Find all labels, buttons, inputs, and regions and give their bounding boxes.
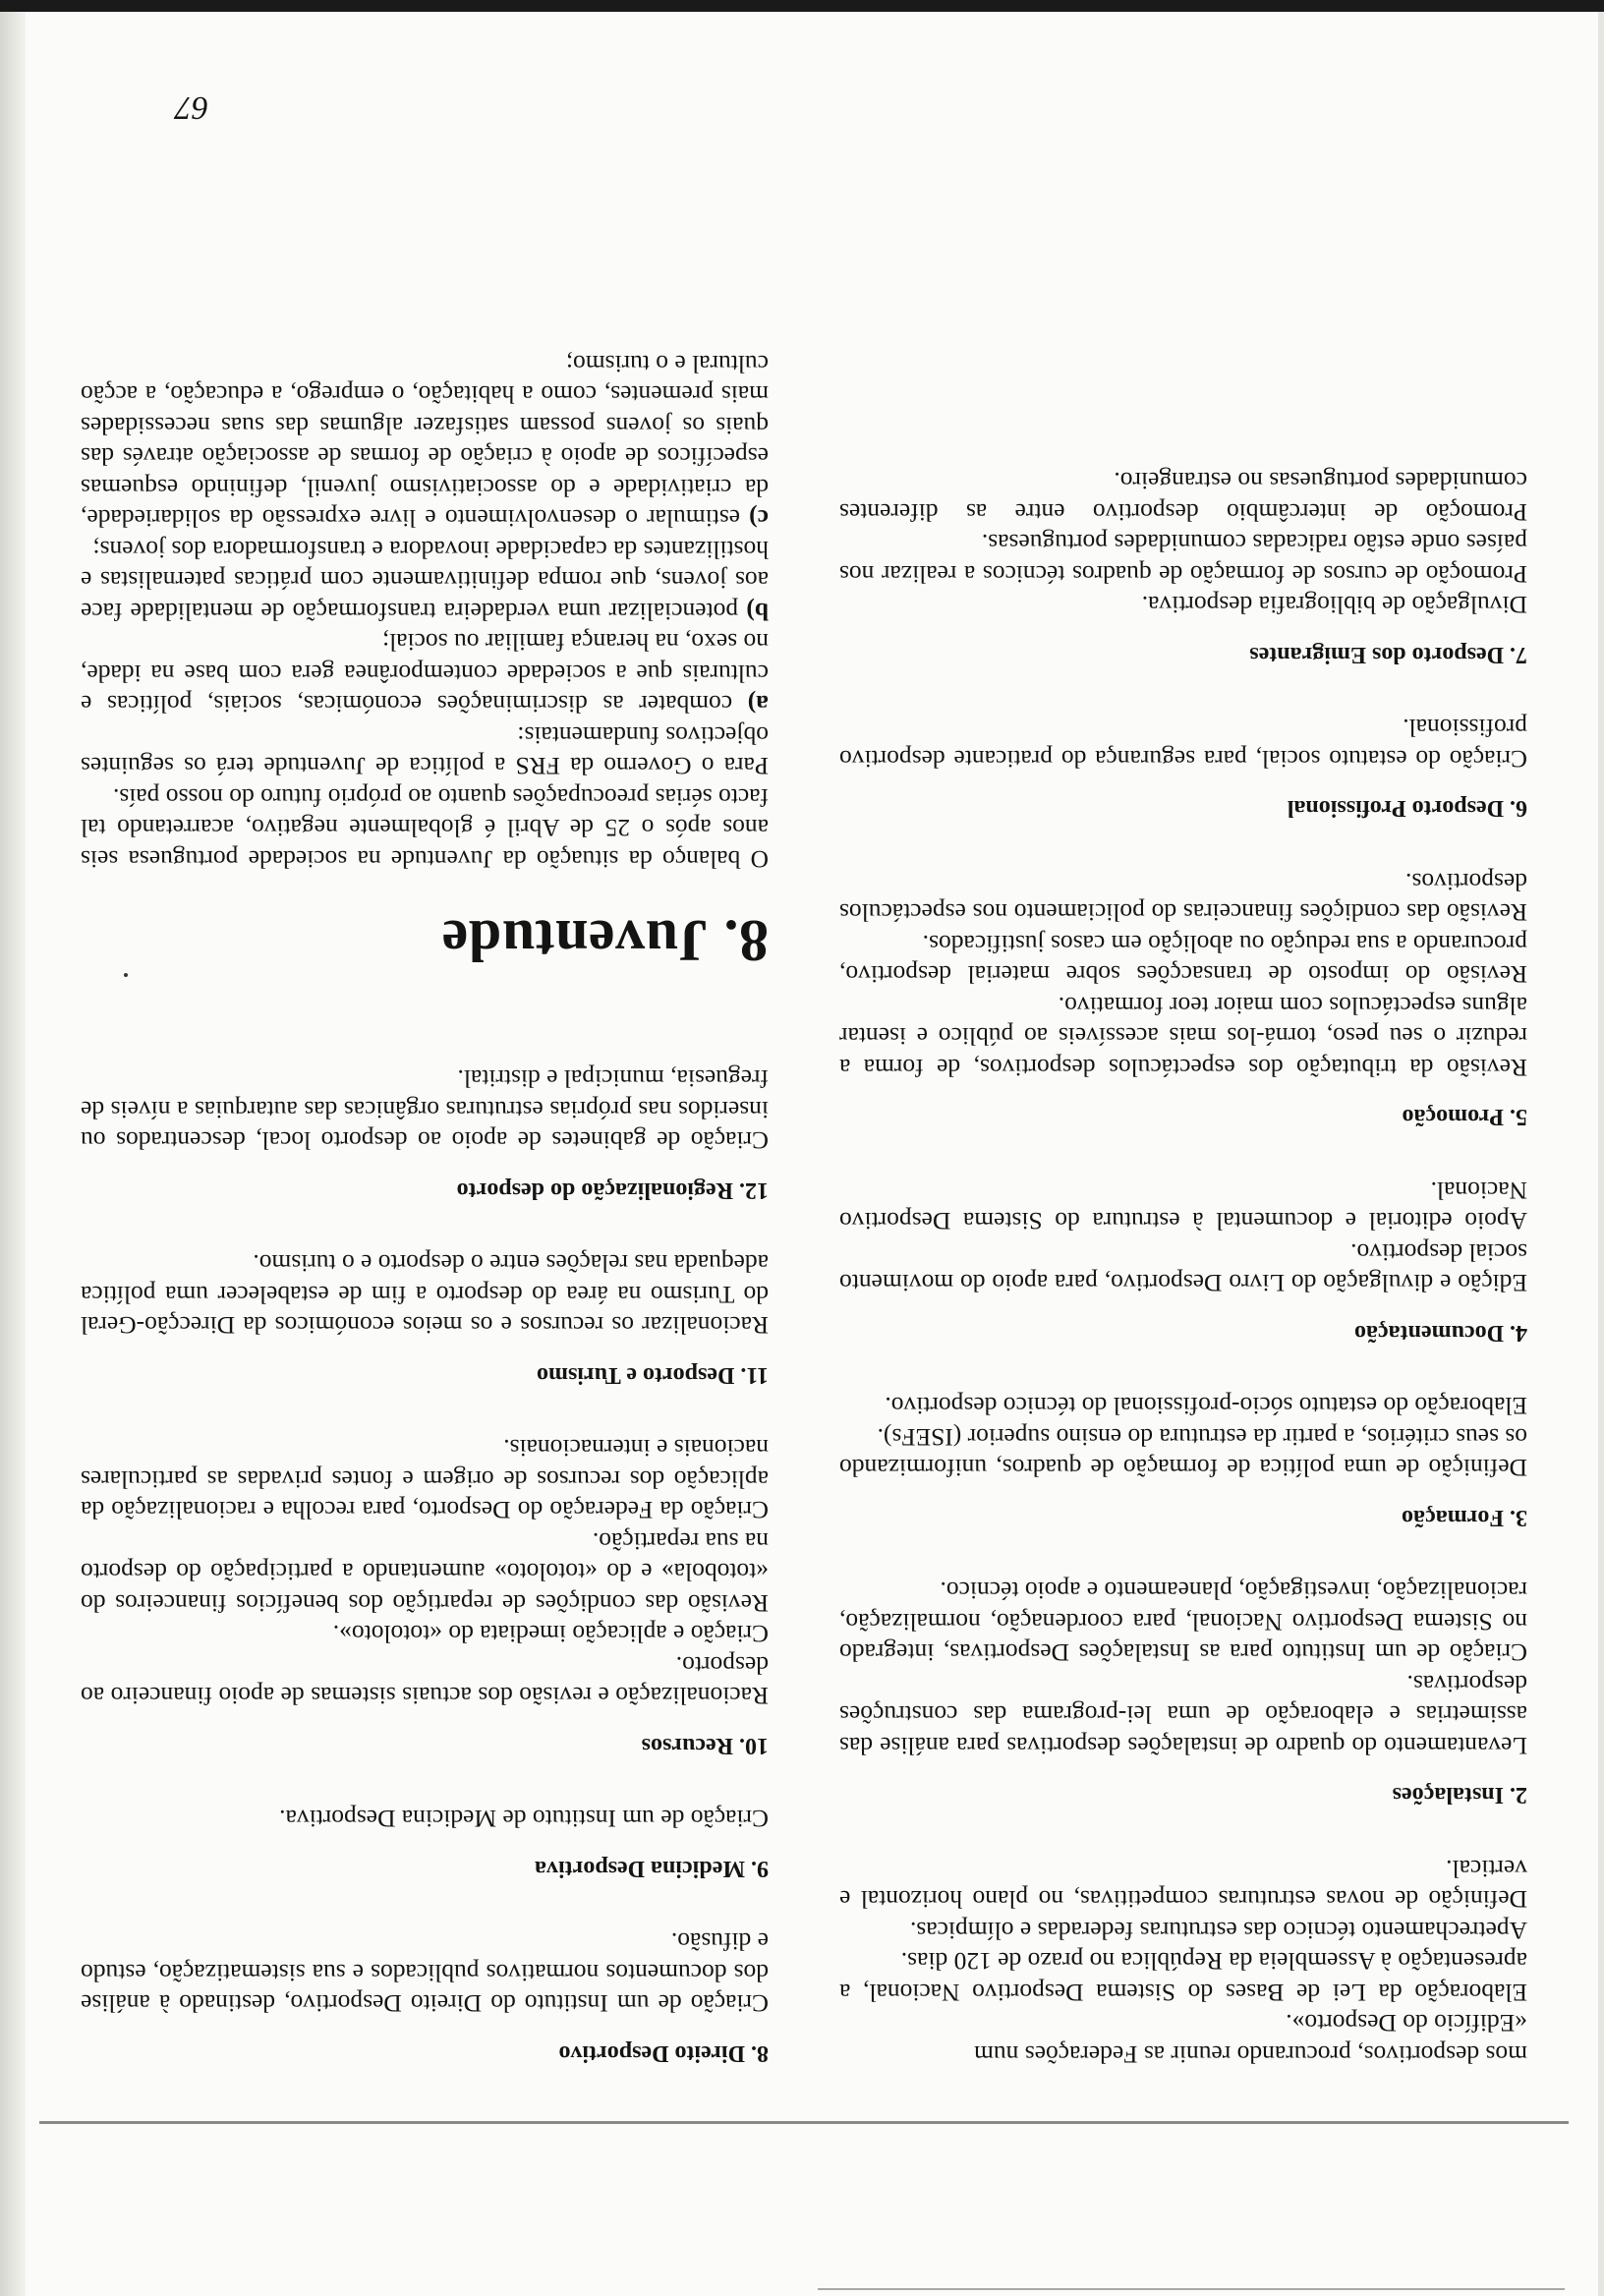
body-paragraph: Para o Governo da FRS a política de Juventude terá os seguintes objectivos fundamentais: xyxy=(81,721,769,781)
chapter-heading: 8. Juventude xyxy=(441,908,769,973)
objective-text: potencializar uma verdadeira transformação de mentalidade face aos jovens, que rompa definitivamente com práticas paternalistas e hostilizantes da capacidade inovadora e transformadora dos jovens; xyxy=(81,536,769,626)
section-item: Elaboração do estatuto sócio-profissional do técnico desportivo. xyxy=(885,1392,1527,1421)
section-item: Criação do estatuto social, para segurança do praticante desportivo profissional. xyxy=(839,714,1527,774)
objective-item xyxy=(81,627,769,720)
section-item: Divulgação de bibliografia desportiva. xyxy=(1141,591,1527,620)
right-column xyxy=(81,349,769,2071)
section-item: Levantamento do quadro de instalações desportivas para análise das assimetrias e elaboração de uma lei-programa das construções desportivas. xyxy=(839,1670,1527,1760)
section-item: Definição de uma política de formação de quadros, uniformizando os seus critérios, a partir da estrutura do ensino superior (ISEFs). xyxy=(839,1423,1527,1483)
section-unnamed xyxy=(839,1854,1527,2009)
section-item: Apoio editorial e documental à estrutura do Sistema Desportivo Nacional. xyxy=(839,1177,1527,1236)
section-heading: 4. Documentação xyxy=(1354,1320,1527,1346)
section-item: Criação de um Instituto do Direito Desportivo, destinado à análise dos documentos normativos publicados e sua sistematização, estudo e difusão. xyxy=(81,1927,769,2019)
section-item: Promoção de cursos de formação de quadros técnicos a realizar nos países onde estão radicadas comunidades portuguesas. xyxy=(839,529,1527,589)
section-heading: 10. Recursos xyxy=(641,1733,769,1758)
section-item: Revisão das condições de repartição dos benefícios financeiros do «totobola» e do «totoloto» aumentando a participação do desporto na sua repartição. xyxy=(81,1527,769,1618)
section-heading: 9. Medicina Desportiva xyxy=(535,1856,769,1881)
objectives-list xyxy=(81,349,769,720)
section-item: Apetrechamento técnico das estruturas federadas e olímpicas. xyxy=(909,1917,1527,1945)
scan-rule-line xyxy=(39,2121,1569,2124)
section-item: Edição e divulgação do Livro Desportivo, para apoio do movimento social desportivo. xyxy=(839,1238,1527,1298)
section-item: Criação de um Instituto para as Instalações Desportivas, integrado no Sistema Desportivo Nacional, para coordenação, normalização, racionalização, investigação, planeamento e apoio técnico. xyxy=(839,1577,1527,1668)
objective-text: estimular o desenvolvimento e livre expressão da solidariedade, da criatividade e do associativismo juvenil, definindo esquemas específicos de apoio à criação de formas de associação através das quais os jovens possam satisfazer algumas das suas necessidades mais prementes, como a habitação, o emprego, a educação, a acção cultural e o turismo; xyxy=(81,350,769,534)
section-medicina-desportiva xyxy=(81,1804,769,1883)
objective-letter: b) xyxy=(746,598,769,626)
section-item: Criação e aplicação imediata do «totoloto». xyxy=(332,1620,769,1649)
section-item: Racionalização e revisão dos actuais sistemas de apoio financeiro ao desporto. xyxy=(81,1651,769,1711)
section-item: Criação da Federação do Desporto, para recolha e racionalização da aplicação dos recursos de origem e fontes privadas as particulares nacionais e internacionais. xyxy=(81,1434,769,1525)
section-item: Elaboração da Lei de Bases do Sistema Desportivo Nacional, a apresentação à Assembleia da República no prazo de 120 dias. xyxy=(839,1947,1527,2007)
section-documentacao xyxy=(839,1176,1527,1349)
section-desporto-turismo xyxy=(81,1248,769,1390)
page-number: 67 xyxy=(175,89,208,126)
section-item: Definição de novas estruturas competitivas, no plano horizontal e vertical. xyxy=(839,1855,1527,1915)
section-item: Revisão do imposto de transacções sobre material desportivo, procurando a sua redução ou abolição em casos justificados. xyxy=(839,930,1527,990)
objective-letter: c) xyxy=(749,504,769,534)
objective-text: combater as discriminações económicas, sociais, políticas e culturais que a sociedade contemporânea gera com base na idade, no sexo, na herança familiar ou social; xyxy=(80,628,769,719)
section-instalacoes xyxy=(839,1576,1527,1810)
section-desporto-emigrantes xyxy=(839,466,1527,669)
scan-shadow-edge xyxy=(1598,0,1604,2296)
scan-border-bar xyxy=(0,0,1604,12)
section-desporto-profissional xyxy=(839,713,1527,824)
section-item: Revisão das condições financeiras do policiamento nos espectáculos desportivos. xyxy=(839,868,1527,928)
section-heading: 12. Regionalização do desporto xyxy=(456,1177,769,1203)
scan-rule-line xyxy=(818,2288,1565,2290)
section-regionalizacao xyxy=(81,1063,769,1205)
section-heading: 5. Promoção xyxy=(1402,1104,1527,1130)
section-heading: 11. Desporto e Turismo xyxy=(536,1362,769,1388)
body-paragraph: O balanço da situação da Juventude na sociedade portuguesa seis anos após o 25 de Abril é globalmente negativo, acarretando tal facto sérias preocupações quanto ao próprio futuro do nosso país. xyxy=(81,783,769,874)
section-heading: 2. Instalações xyxy=(1392,1782,1527,1808)
section-formacao xyxy=(839,1391,1527,1532)
section-item: Racionalizar os recursos e os meios económicos da Direcção-Geral do Turismo na área do desporto a fim de estabelecer uma política adequada nas relações entre o desporto e o turismo. xyxy=(81,1249,769,1341)
section-heading: 3. Formação xyxy=(1402,1505,1527,1530)
scan-shadow-edge xyxy=(0,0,26,2296)
section-heading: 8. Direito Desportivo xyxy=(558,2040,769,2066)
intro-line: «Edifício do Desporto». xyxy=(1286,2009,1527,2038)
section-direito-desportivo xyxy=(81,1926,769,2068)
section-item: Revisão da tributação dos espectáculos desportivos, de forma a reduzir o seu peso, torná-los mais acessíveis ao público e isentar alguns espectáculos com maior teor formativo. xyxy=(839,992,1527,1082)
intro-line: mos desportivos, procurando reunir as Federações num xyxy=(974,2040,1527,2069)
section-heading: 7. Desporto dos Emigrantes xyxy=(1249,642,1527,667)
section-juventude xyxy=(81,349,769,974)
objective-item xyxy=(81,349,769,535)
section-promocao xyxy=(839,867,1527,1132)
section-item: Criação de um Instituto de Medicina Desportiva. xyxy=(279,1805,769,1834)
section-heading: 6. Desporto Profissional xyxy=(1287,795,1527,822)
section-recursos xyxy=(81,1433,769,1760)
objective-item xyxy=(81,535,769,628)
section-item: Promoção de intercâmbio desportivo entre as diferentes comunidades portuguesas no estrangeiro. xyxy=(839,467,1527,527)
objective-letter: a) xyxy=(747,690,769,719)
section-item: Criação de gabinetes de apoio ao desporto local, descentrados ou inseridos nas próprias estruturas orgânicas das autarquias a níveis de freguesia, municipal e distrital. xyxy=(81,1064,769,1156)
left-column xyxy=(839,466,1527,2070)
